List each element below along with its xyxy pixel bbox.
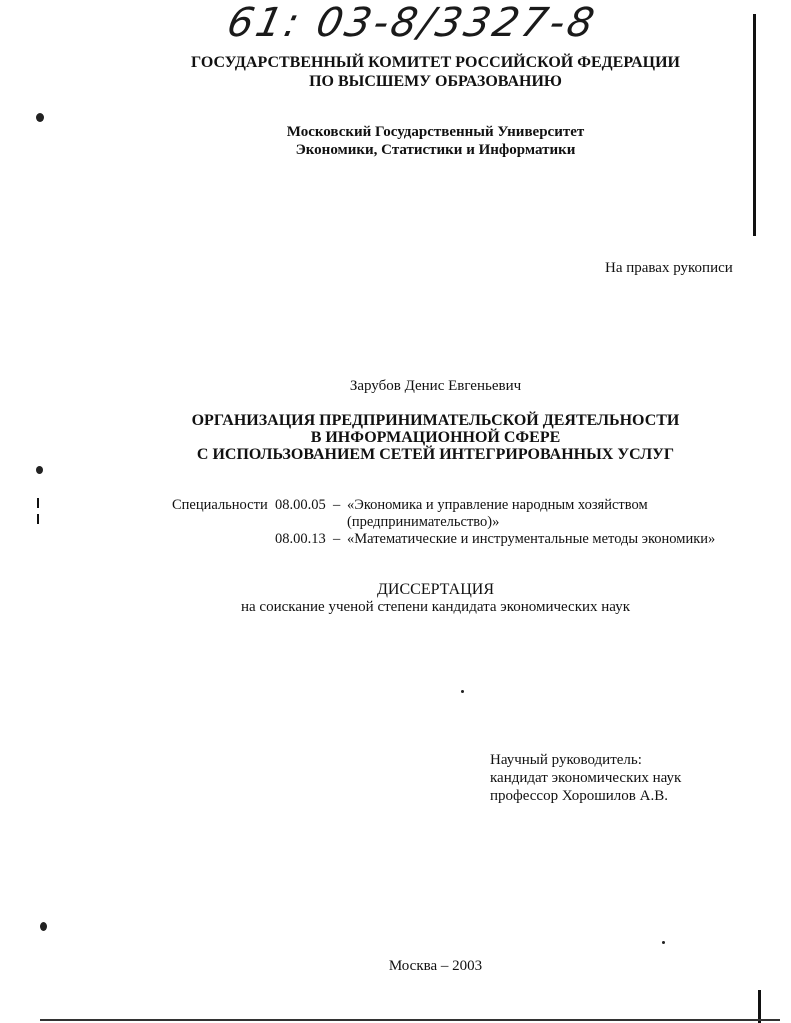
scan-speck	[662, 941, 665, 944]
university-line-1: Московский Государственный Университет	[286, 124, 585, 140]
degree-line: на соискание ученой степени кандидата экономических наук	[240, 599, 630, 615]
supervisor-line-3: профессор Хорошилов А.В.	[490, 788, 668, 804]
specialty-dash: –	[333, 531, 341, 547]
scan-mark	[37, 498, 39, 508]
specialty-name: «Математические и инструментальные методы экономики»	[347, 531, 716, 547]
scan-speck	[461, 690, 464, 693]
specialty-name-continued: (предпринимательство)»	[347, 514, 500, 530]
author-name: Зарубов Денис Евгеньевич	[349, 378, 522, 394]
rights-note: На правах рукописи	[605, 260, 733, 276]
committee-line-2: ПО ВЫСШЕМУ ОБРАЗОВАНИЮ	[309, 73, 562, 90]
scan-speck	[36, 466, 43, 474]
scan-edge-bottom	[40, 1019, 780, 1021]
specialty-name: «Экономика и управление народным хозяйством	[347, 497, 648, 513]
document-type: ДИССЕРТАЦИЯ	[377, 581, 494, 598]
archive-stamp: 61: 03-8/3327-8	[223, 0, 601, 46]
specialty-code: 08.00.05	[275, 497, 326, 513]
title-line-1: ОРГАНИЗАЦИЯ ПРЕДПРИНИМАТЕЛЬСКОЙ ДЕЯТЕЛЬНОСТИ	[191, 412, 680, 429]
specialty-dash: –	[333, 497, 341, 513]
supervisor-line-1: Научный руководитель:	[490, 752, 642, 768]
title-line-3: С ИСПОЛЬЗОВАНИЕМ СЕТЕЙ ИНТЕГРИРОВАННЫХ УСЛУГ	[196, 446, 675, 463]
supervisor-line-2: кандидат экономических наук	[490, 770, 682, 786]
university-line-2: Экономики, Статистики и Информатики	[295, 142, 576, 158]
scan-speck	[36, 113, 44, 122]
scan-speck	[40, 922, 47, 931]
city-year: Москва – 2003	[388, 958, 483, 974]
specialties-label: Специальности	[172, 497, 268, 513]
scan-mark	[37, 514, 39, 524]
specialty-code: 08.00.13	[275, 531, 326, 547]
committee-line-1: ГОСУДАРСТВЕННЫЙ КОМИТЕТ РОССИЙСКОЙ ФЕДЕРАЦИИ	[191, 54, 680, 71]
title-line-2: В ИНФОРМАЦИОННОЙ СФЕРЕ	[310, 429, 561, 446]
